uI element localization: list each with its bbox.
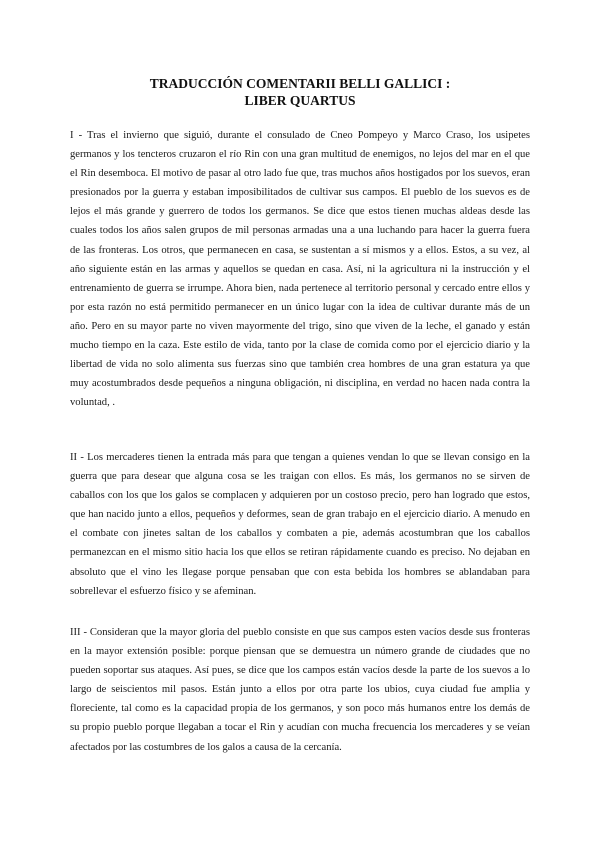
paragraph-2: II - Los mercaderes tienen la entrada más para que tengan a quienes vendan lo que se llevan consigo en la guerra que para desear que alguna cosa se les traigan con ellos. Es más, los germanos no se sirven de caballos con los que los galos se complacen y adquieren por un costoso precio, pero han logrado que estos, que han nacido junto a ellos, pequeños y deformes, sean de gran trabajo en el ejercicio diario. A menudo en el combate con jinetes saltan de los caballos y combaten a pie, además acostumbran que los caballos permanezcan en el mismo sitio hacia los que ellos se retiran rápidamente cuando es preciso. No dejaban en absoluto que el vino les llegase porque pensaban que con esta bebida los hombres se ablandaban para sobrellevar el esfuerzo físico y se afeminan.	[70, 452, 530, 597]
paragraph-3: III - Consideran que la mayor gloria del pueblo consiste en que sus campos esten vacíos desde sus fronteras en la mayor extensión posible: porque piensan que se demuestra un número grande de ciudades que no pueden soportar sus ataques. Así pues, se dice que los campos están vacíos desde la parte de los suevos a lo largo de seiscientos mil pasos. Están junto a ellos por otra parte los ubios, cuya ciudad fue amplia y floreciente, tal como es la capacidad propia de los germanos, y son poco más humanos entre los demás de su propio pueblo porque llegaban a tocar el Rin y acudían con mucha frecuencia los mercaderes y se veían afectados por las costumbres de los galos a causa de la cercanía.	[70, 627, 530, 753]
title-line-1: TRADUCCIÓN COMENTARII BELLI GALLICI :	[149, 76, 451, 91]
title-line-2: LIBER QUARTUS	[244, 93, 356, 108]
paragraph-1: I - Tras el invierno que siguió, durante el consulado de Cneo Pompeyo y Marco Craso, los usipetes germanos y los tencteros cruzaron el río Rin con una gran multitud de enemigos, no lejos del mar en el que el Rin desemboca. El motivo de pasar al otro lado fue que, tras muchos años hostigados por los suevos, eran presionados por la guerra y estaban imposibilitados de cultivar sus campos. El pueblo de los suevos es de lejos el más grande y guerrero de todos los germanos. Se dice que estos tienen muchas aldeas desde las cuales todos los años salen grupos de mil personas armadas una a una luchando para hacer la guerra fuera de las fronteras. Los otros, que permanecen en casa, se sustentan a sí mismos y a ellos. Estos, a su vez, al año siguiente están en las armas y aquellos se quedan en casa. Así, ni la agricultura ni la instrucción y el entrenamiento de guerra se irrumpe. Ahora bien, nada pertenece al territorio personal y cercado entre ellos y por esta razón no está permitido permanecer en un único lugar con la idea de cultivar durante más de un año. Pero en su mayor parte no viven mayormente del trigo, sino que viven de la leche, el ganado y están mucho tiempo en la caza. Este estilo de vida, tanto por la clase de comida como por el ejercicio diario y la libertad de vida no solo alimenta sus fuerzas sino que también crea hombres de una gran estatura ya que muy acostumbrados desde pequeños a ninguna obligación, ni disciplina, en verdad no hacen nada contra la voluntad, .	[70, 130, 530, 409]
document-title	[70, 75, 530, 109]
